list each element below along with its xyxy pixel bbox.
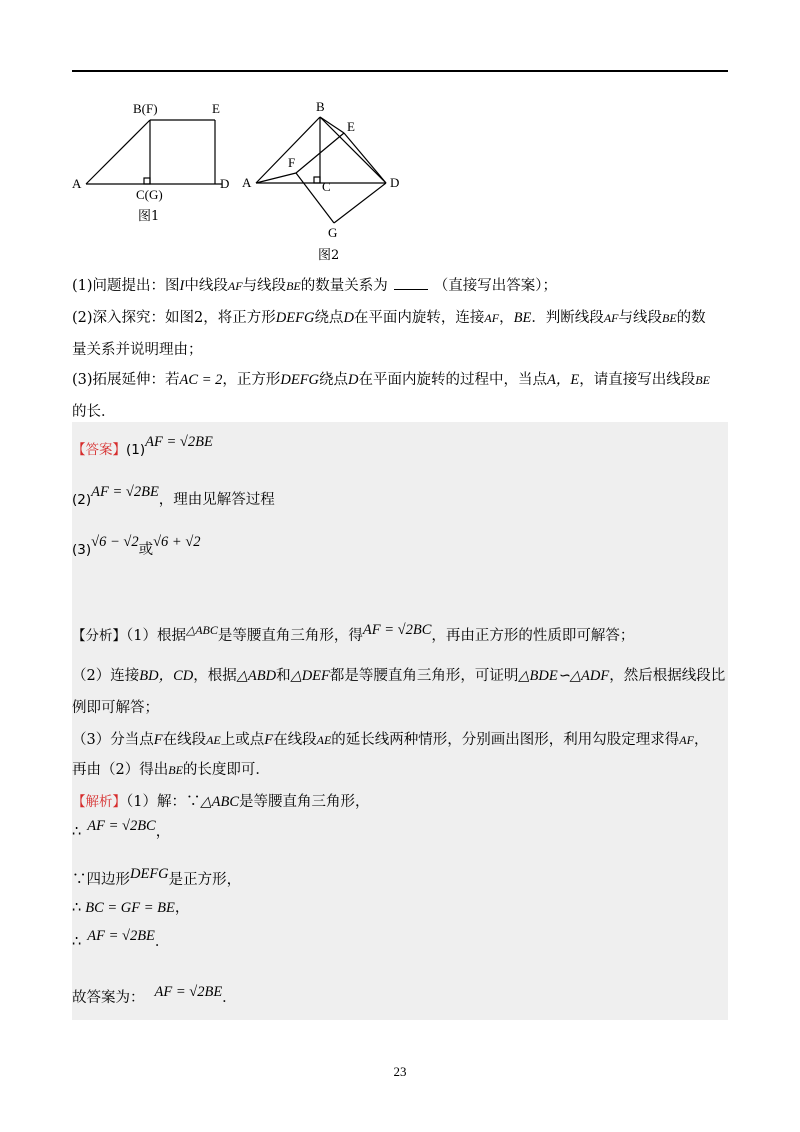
answer-blank <box>394 277 428 290</box>
fig2-label-c: C <box>322 179 331 194</box>
fig2-label-b: B <box>316 99 325 114</box>
analysis-2-cont: 例即可解答； <box>72 700 159 716</box>
analysis-3-cont: 再由（2）得出BE的长度即可． <box>72 762 270 778</box>
analysis-tag: 【分析】 <box>72 628 126 644</box>
analysis-2: （2）连接BD，CD，根据△ABD和△DEF都是等腰直角三角形，可证明△BDE∽△ADF，然后根据线段比 <box>72 668 726 684</box>
answer-2: (2)AF = √2BE，理由见解答过程 <box>72 484 275 508</box>
solution-tag: 【解析】 <box>72 794 126 810</box>
solution-4: ∴ BC = GF = BE， <box>72 900 190 916</box>
header-rule <box>72 70 728 72</box>
fig1-label-a: A <box>72 176 82 191</box>
solution-2: ∴ AF = √2BC， <box>72 818 171 840</box>
solution-6: 故答案为： AF = √2BE． <box>72 984 237 1006</box>
question-1: (1)问题提出：图I中线段AF与线段BE的数量关系为 （直接写出答案）； <box>72 278 557 294</box>
page-number: 23 <box>393 1064 407 1079</box>
fig2-label-d: D <box>390 175 400 190</box>
analysis-1: 【分析】（1）根据$^{\triangle ABC}$是等腰直角三角形，得AF = √2BC，再由正方形的性质即可解答； <box>72 622 635 644</box>
answer-3: (3)√6 − √2或√6 + √2 <box>72 534 201 558</box>
solution-3: ∵四边形DEFG是正方形， <box>72 866 242 888</box>
figure-1-caption: 图1 <box>138 209 160 224</box>
fig2-label-g: G <box>328 225 338 240</box>
fig1-label-cg: C(G) <box>136 187 163 202</box>
analysis-3: （3）分当点F在线段AE上或点F在线段AE的延长线两种情形，分别画出图形，利用勾股定理求得AF， <box>72 732 709 748</box>
solution-panel <box>72 422 728 1020</box>
fig2-label-a: A <box>242 175 252 190</box>
solution-1: 【解析】（1）解：∵△ABC是等腰直角三角形， <box>72 794 370 810</box>
question-2: (2)深入探究：如图2，将正方形DEFG绕点D在平面内旋转，连接AF，BE．判断线段AF与线段BE的数 量关系并说明理由； <box>72 310 706 358</box>
solution-5: ∴ AF = √2BE． <box>72 928 170 950</box>
fig1-label-e: E <box>212 101 220 116</box>
figure-2-caption: 图2 <box>318 248 340 263</box>
fig2-label-f: F <box>288 155 296 170</box>
figure-2-diagram <box>240 95 410 245</box>
fig2-label-e: E <box>347 119 355 134</box>
fig1-label-bf: B(F) <box>133 101 158 116</box>
answer-1: 【答案】(1)AF = √2BE <box>72 434 213 458</box>
answer-tag: 【答案】 <box>72 442 126 458</box>
figure-2 <box>240 95 410 245</box>
fig1-label-d: D <box>220 176 230 191</box>
question-3: (3)拓展延伸：若AC = 2，正方形DEFG绕点D在平面内旋转的过程中，当点A，E，请直接写出线段BE 的长． <box>72 372 710 420</box>
